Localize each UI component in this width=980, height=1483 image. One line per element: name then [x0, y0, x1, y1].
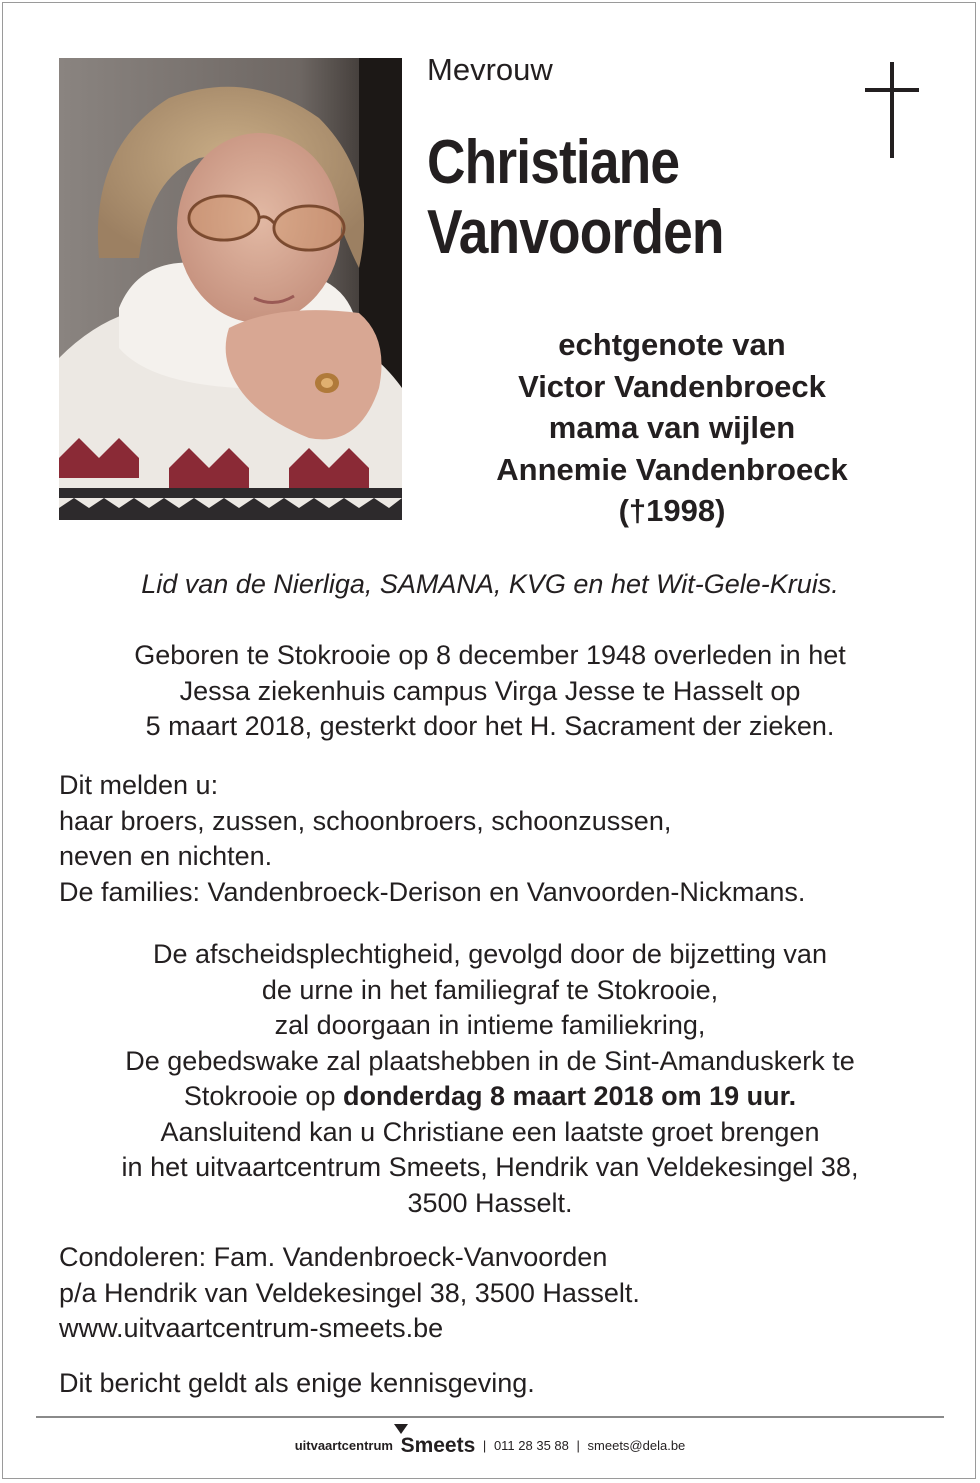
condolences-website[interactable]: www.uitvaartcentrum-smeets.be [59, 1313, 444, 1343]
notice-text: Dit bericht geldt als enige kennisgeving. [59, 1368, 535, 1398]
footer [0, 1434, 980, 1458]
relation-line: echtgenote van [558, 327, 786, 362]
brand-prefix: uitvaartcentrum [294, 1438, 393, 1453]
ceremony-line: Aansluitend kan u Christiane een laatste groet brengen [160, 1116, 820, 1147]
footer-phone[interactable]: 011 28 35 88 [493, 1438, 569, 1453]
ceremony-line: 3500 Hasselt. [407, 1187, 573, 1218]
footer-separator: | [482, 1438, 487, 1453]
announce-block [59, 768, 939, 910]
brand-name: Smeets [400, 1434, 476, 1457]
condolences-block [59, 1240, 939, 1347]
announce-line: haar broers, zussen, schoonbroers, schoonzussen, [59, 805, 672, 836]
first-name: Christiane [427, 128, 680, 197]
announce-line: neven en nichten. [59, 841, 273, 871]
deceased-name [427, 128, 724, 268]
relation-line: (†1998) [618, 493, 726, 528]
birth-line: 5 maart 2018, gesterkt door het H. Sacrament der zieken. [145, 711, 835, 741]
cross-icon [862, 62, 922, 158]
condolences-line: p/a Hendrik van Veldekesingel 38, 3500 Hasselt. [59, 1277, 640, 1308]
birth-line: Geboren te Stokrooie op 8 december 1948 overleden in het [134, 640, 846, 670]
footer-divider [36, 1416, 944, 1418]
relation-line: Annemie Vandenbroeck [496, 451, 848, 487]
salutation: Mevrouw [427, 52, 553, 87]
last-name: Vanvoorden [427, 198, 724, 267]
footer-email[interactable]: smeets@dela.be [587, 1438, 686, 1453]
relations-block [420, 324, 924, 532]
ceremony-line: De afscheidsplechtigheid, gevolgd door de bijzetting van [153, 939, 827, 969]
footer-separator: | [576, 1438, 580, 1453]
vigil-prefix: Stokrooie op [183, 1081, 343, 1111]
relation-line: mama van wijlen [548, 410, 796, 445]
ceremony-line: zal doorgaan in intieme familiekring, [274, 1010, 706, 1040]
condolences-line: Condoleren: Fam. Vandenbroeck-Vanvoorden [59, 1242, 608, 1272]
birth-death-text [40, 638, 940, 745]
ceremony-line: in het uitvaartcentrum Smeets, Hendrik van Veldekesingel 38, [121, 1152, 859, 1182]
membership-text: Lid van de Nierliga, SAMANA, KVG en het Wit-Gele-Kruis. [141, 569, 839, 599]
vigil-date: donderdag 8 maart 2018 om 19 uur. [342, 1081, 797, 1111]
announce-line: De families: Vandenbroeck-Derison en Vanvoorden-Nickmans. [59, 876, 806, 907]
portrait-photo [59, 58, 402, 520]
triangle-down-icon [394, 1424, 408, 1434]
ceremony-line: de urne in het familiegraf te Stokrooie, [261, 974, 719, 1005]
ceremony-line: De gebedswake zal plaatshebben in de Sint-Amanduskerk te [125, 1045, 855, 1076]
birth-line: Jessa ziekenhuis campus Virga Jesse te Hasselt op [179, 675, 801, 706]
relation-line: Victor Vandenbroeck [518, 368, 826, 404]
ceremony-block [40, 937, 940, 1221]
vigil-line [40, 1079, 940, 1115]
announce-line: Dit melden u: [59, 770, 219, 800]
